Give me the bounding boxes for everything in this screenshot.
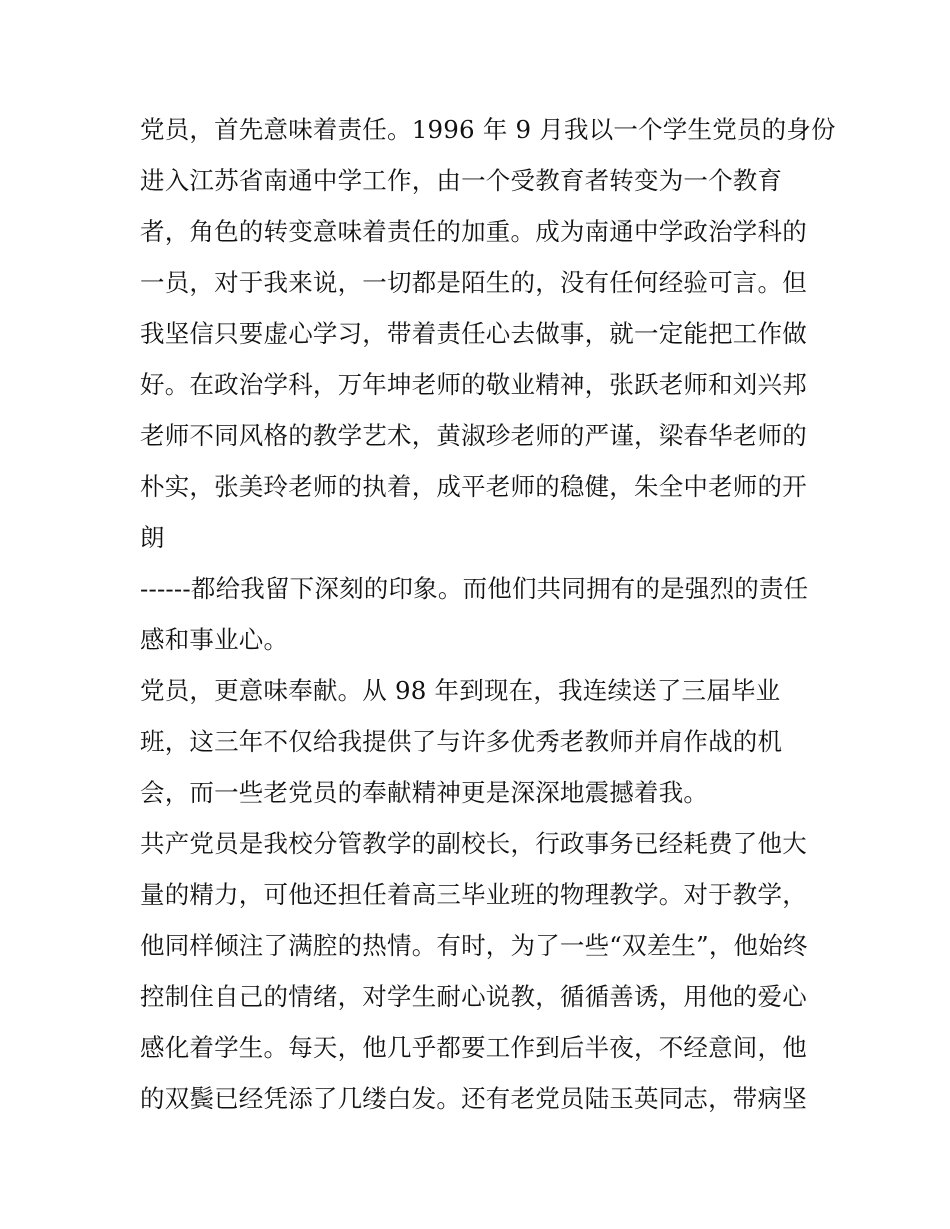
text-line: 感化着学生。每天，他几乎都要工作到后半夜，不经意间，他 xyxy=(140,1033,807,1062)
text-line: 党员，首先意味着责任。1996 年 9 月我以一个学生党员的身份 xyxy=(140,115,836,144)
text-line: ------都给我留下深刻的印象。而他们共同拥有的是强烈的责任 xyxy=(140,574,809,603)
text-line: 朴实，张美玲老师的执着，成平老师的稳健，朱全中老师的开 xyxy=(140,472,807,501)
text-line: 党员，更意味奉献。从 98 年到现在，我连续送了三届毕业 xyxy=(140,676,781,705)
text-line: 感和事业心。 xyxy=(140,625,289,654)
text-line: 共产党员是我校分管教学的副校长，行政事务已经耗费了他大 xyxy=(140,829,807,858)
text-line: 他同样倾注了满腔的热情。有时，为了一些“双差生”，他始终 xyxy=(140,931,808,960)
text-line: 控制住自己的情绪，对学生耐心说教，循循善诱，用他的爱心 xyxy=(140,982,807,1011)
text-line: 班，这三年不仅给我提供了与许多优秀老教师并肩作战的机 xyxy=(140,727,783,756)
text-line: 进入江苏省南通中学工作，由一个受教育者转变为一个教育 xyxy=(140,166,783,195)
text-line: 者，角色的转变意味着责任的加重。成为南通中学政治学科的 xyxy=(140,217,807,246)
text-line: 老师不同风格的教学艺术，黄淑珍老师的严谨，梁春华老师的 xyxy=(140,421,807,450)
document-body xyxy=(140,104,836,1124)
text-line: 的双鬓已经凭添了几缕白发。还有老党员陆玉英同志，带病坚 xyxy=(140,1084,807,1113)
text-line: 好。在政治学科，万年坤老师的敬业精神，张跃老师和刘兴邦 xyxy=(140,370,807,399)
text-line: 朗 xyxy=(140,523,165,552)
text-line: 我坚信只要虚心学习，带着责任心去做事，就一定能把工作做 xyxy=(140,319,807,348)
text-line: 会，而一些老党员的奉献精神更是深深地震撼着我。 xyxy=(140,778,709,807)
text-line: 一员，对于我来说，一切都是陌生的，没有任何经验可言。但 xyxy=(140,268,807,297)
text-line: 量的精力，可他还担任着高三毕业班的物理教学。对于教学， xyxy=(140,880,807,909)
